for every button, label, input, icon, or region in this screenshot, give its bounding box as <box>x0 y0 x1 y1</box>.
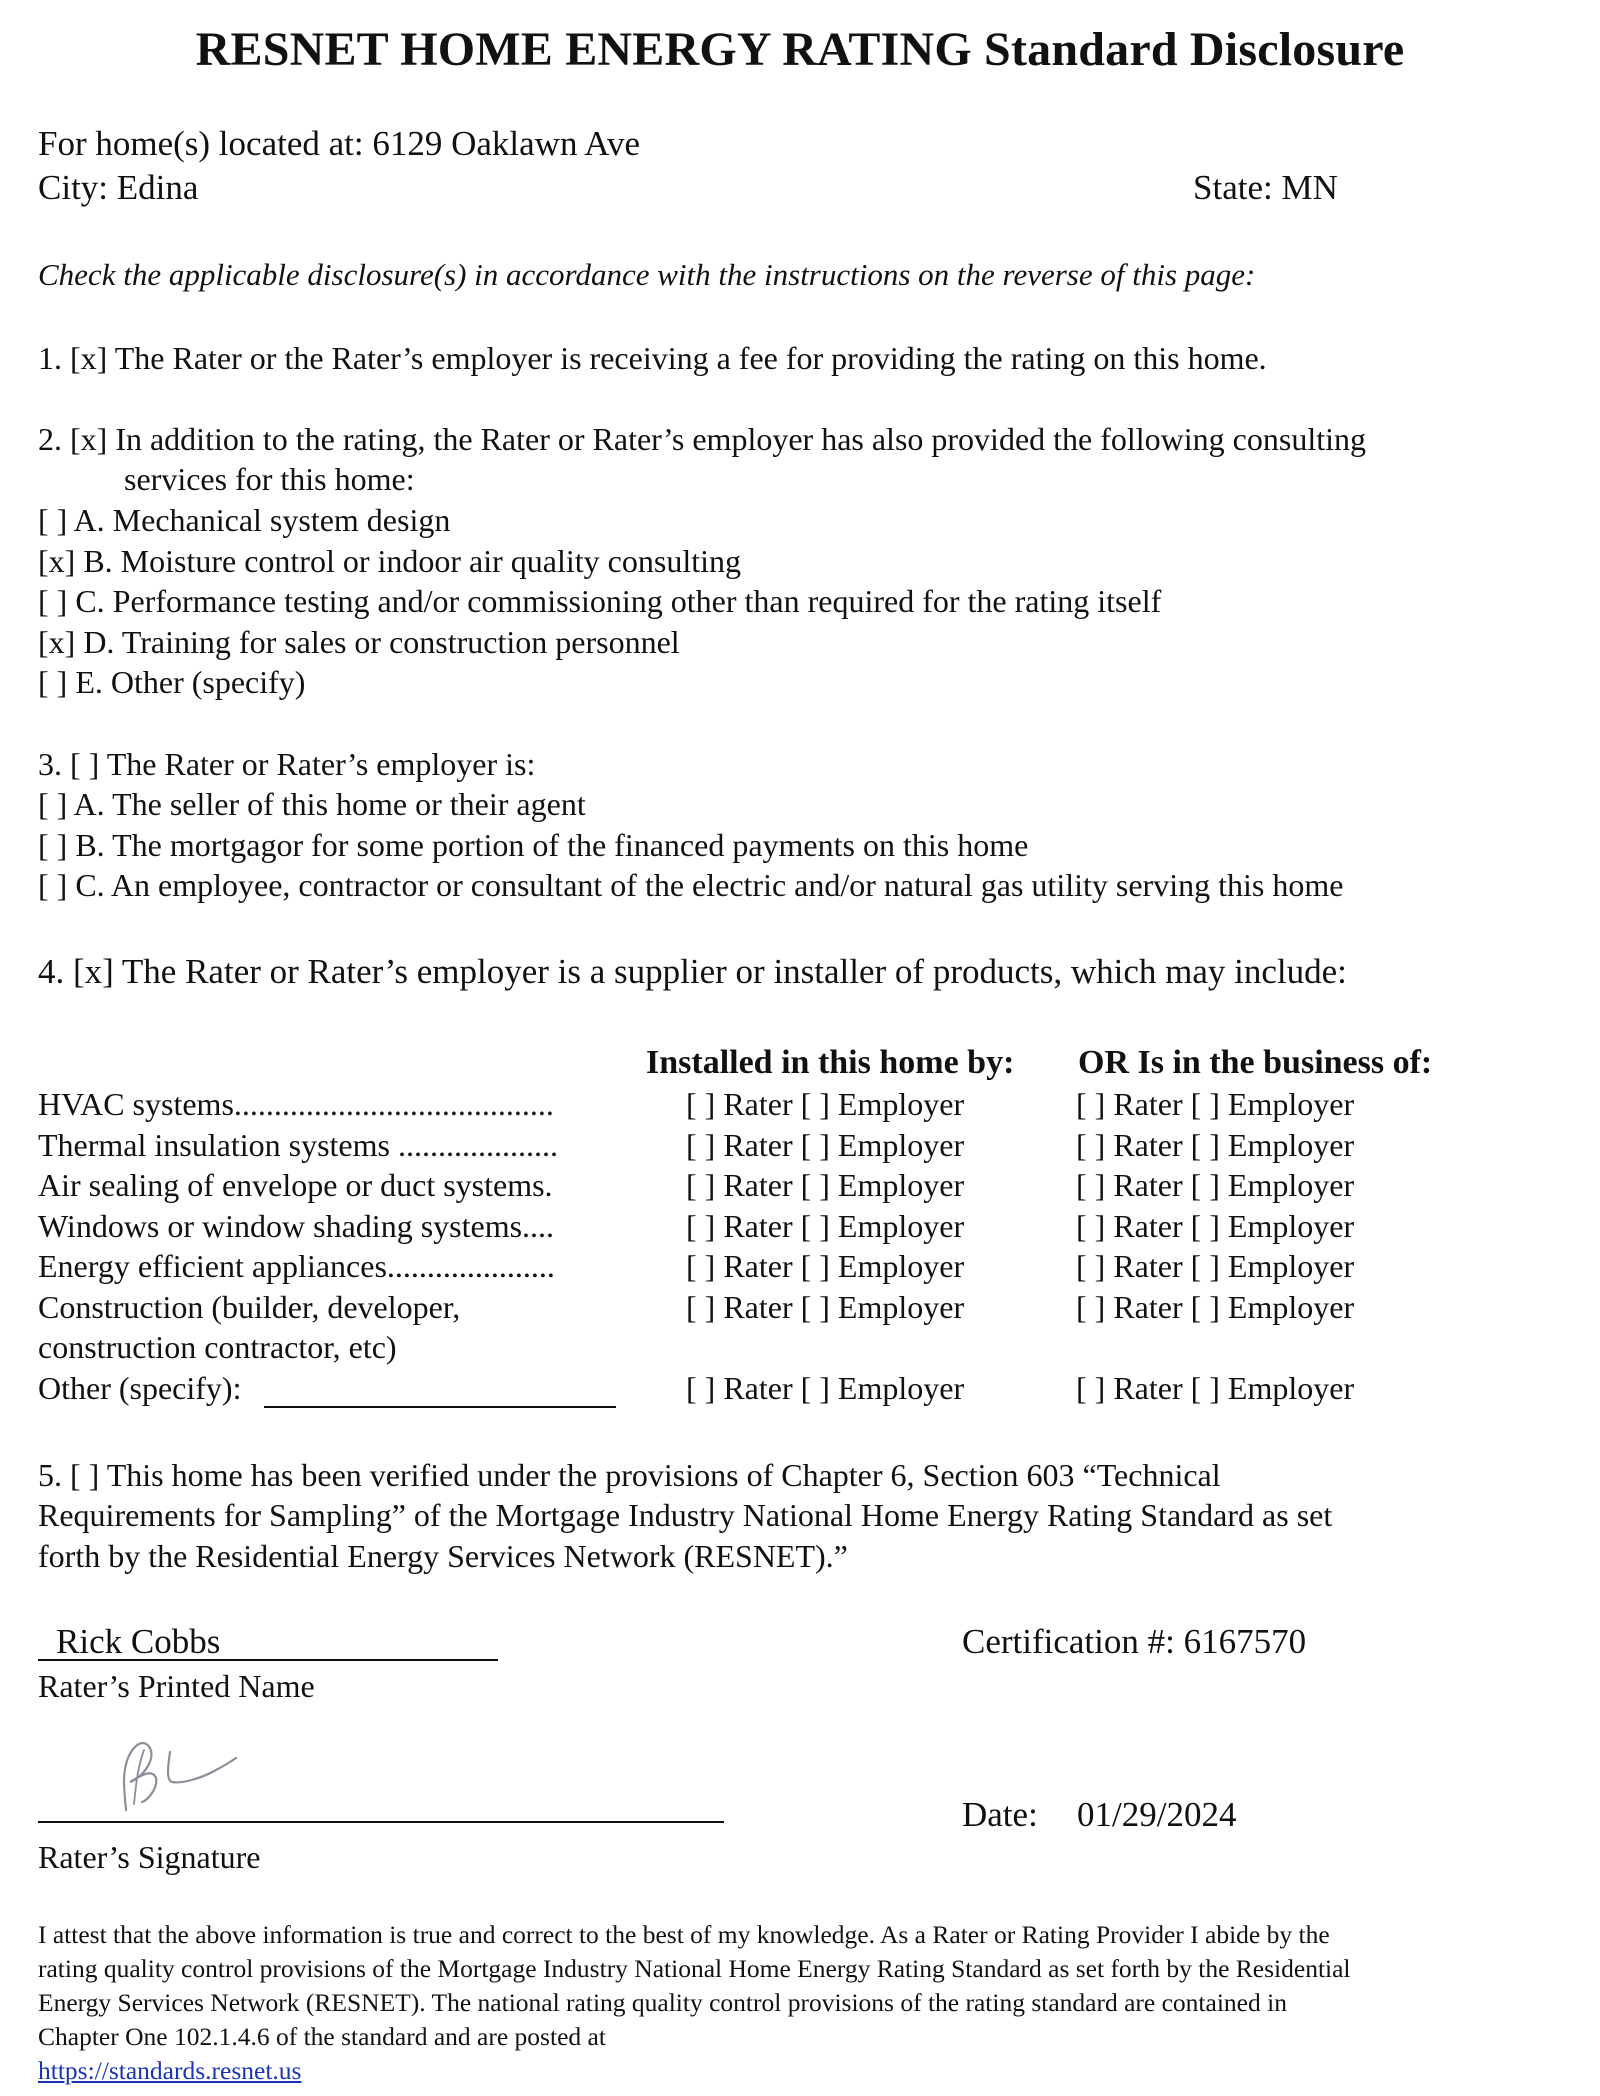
printed-name-label: Rater’s Printed Name <box>38 1668 315 1704</box>
business-options: [ ] Rater [ ] Employer <box>1076 1086 1355 1122</box>
other-specify-line <box>264 1406 616 1408</box>
item-2-option-e: [ ] E. Other (specify) <box>38 664 306 700</box>
business-options: [ ] Rater [ ] Employer <box>1076 1167 1355 1203</box>
product-label: HVAC systems........................................ <box>38 1086 554 1122</box>
home-state: State: MN <box>1193 168 1338 207</box>
certification-number: Certification #: 6167570 <box>962 1622 1307 1661</box>
table-row <box>0 1206 1600 1247</box>
signature-label: Rater’s Signature <box>38 1839 261 1875</box>
disclosure-item-4: 4. [x] The Rater or Rater’s employer is a supplier or installer of products, which may include: <box>38 952 1347 991</box>
business-options: [ ] Rater [ ] Employer <box>1076 1208 1355 1244</box>
item-3-option-a: [ ] A. The seller of this home or their agent <box>38 786 586 822</box>
installed-options: [ ] Rater [ ] Employer <box>686 1208 965 1244</box>
col-header-business: OR Is in the business of: <box>1078 1044 1433 1081</box>
table-row <box>0 1287 1600 1328</box>
home-address: For home(s) located at: 6129 Oaklawn Ave <box>38 124 640 163</box>
installed-options: [ ] Rater [ ] Employer <box>686 1167 965 1203</box>
attestation-line-4: Chapter One 102.1.4.6 of the standard and are posted at <box>38 2022 606 2051</box>
disclosure-item-3: 3. [ ] The Rater or Rater’s employer is: <box>38 746 536 782</box>
table-row <box>0 1368 1600 1409</box>
business-options: [ ] Rater [ ] Employer <box>1076 1289 1355 1325</box>
table-row <box>0 1246 1600 1287</box>
product-label: Construction (builder, developer, <box>38 1289 461 1325</box>
col-header-installed: Installed in this home by: <box>646 1044 1015 1081</box>
business-options: [ ] Rater [ ] Employer <box>1076 1127 1355 1163</box>
table-row <box>0 1327 1600 1368</box>
disclosure-item-5: 5. [ ] This home has been verified under the provisions of Chapter 6, Section 603 “Technical <box>38 1457 1221 1493</box>
product-label: Windows or window shading systems.... <box>38 1208 555 1244</box>
product-label: Air sealing of envelope or duct systems. <box>38 1167 553 1203</box>
page-title: RESNET HOME ENERGY RATING Standard Disclosure <box>195 23 1405 76</box>
table-row <box>0 1125 1600 1166</box>
date-value: 01/29/2024 <box>1077 1795 1237 1834</box>
attestation-line-2: rating quality control provisions of the Mortgage Industry National Home Energy Rating Standard as set forth by the Residential <box>38 1954 1351 1983</box>
item-2-option-b: [x] B. Moisture control or indoor air quality consulting <box>38 543 741 579</box>
product-label: Energy efficient appliances..................... <box>38 1248 555 1284</box>
table-row <box>0 1165 1600 1206</box>
installed-options: [ ] Rater [ ] Employer <box>686 1370 965 1406</box>
disclosure-item-2: 2. [x] In addition to the rating, the Rater or Rater’s employer has also provided the following consulting <box>38 421 1366 457</box>
disclosure-item-5-line2: Requirements for Sampling” of the Mortgage Industry National Home Energy Rating Standard as set <box>38 1497 1333 1533</box>
product-label: Thermal insulation systems .................... <box>38 1127 558 1163</box>
date-label: Date: <box>962 1795 1038 1834</box>
item-2-option-a: [ ] A. Mechanical system design <box>38 502 451 538</box>
item-2-option-d: [x] D. Training for sales or construction personnel <box>38 624 680 660</box>
installed-options: [ ] Rater [ ] Employer <box>686 1086 965 1122</box>
signature-image <box>112 1718 282 1818</box>
attestation-line-3: Energy Services Network (RESNET). The national rating quality control provisions of the rating standard are contained in <box>38 1988 1287 2017</box>
item-3-option-c: [ ] C. An employee, contractor or consultant of the electric and/or natural gas utility serving this home <box>38 867 1344 903</box>
business-options: [ ] Rater [ ] Employer <box>1076 1248 1355 1284</box>
disclosure-item-5-line3: forth by the Residential Energy Services Network (RESNET).” <box>38 1538 848 1574</box>
resnet-standards-link[interactable]: https://standards.resnet.us <box>38 2056 302 2085</box>
printed-name-line <box>38 1659 498 1661</box>
business-options: [ ] Rater [ ] Employer <box>1076 1370 1355 1406</box>
home-city: City: Edina <box>38 168 199 207</box>
other-label: Other (specify): <box>38 1370 242 1406</box>
attestation-line-1: I attest that the above information is true and correct to the best of my knowledge. As a Rater or Rating Provider I abide by the <box>38 1920 1330 1949</box>
instructions-text: Check the applicable disclosure(s) in accordance with the instructions on the reverse of this page: <box>38 257 1256 292</box>
table-row <box>0 1084 1600 1125</box>
signature-line <box>38 1821 724 1823</box>
item-3-option-b: [ ] B. The mortgagor for some portion of the financed payments on this home <box>38 827 1029 863</box>
installed-options: [ ] Rater [ ] Employer <box>686 1289 965 1325</box>
item-2-option-c: [ ] C. Performance testing and/or commissioning other than required for the rating itself <box>38 583 1162 619</box>
disclosure-item-2-cont: services for this home: <box>124 461 415 497</box>
installed-options: [ ] Rater [ ] Employer <box>686 1127 965 1163</box>
disclosure-item-1: 1. [x] The Rater or the Rater’s employer is receiving a fee for providing the rating on this home. <box>38 340 1267 376</box>
installed-options: [ ] Rater [ ] Employer <box>686 1248 965 1284</box>
product-label-cont: construction contractor, etc) <box>38 1329 397 1365</box>
rater-printed-name: Rick Cobbs <box>56 1622 221 1661</box>
